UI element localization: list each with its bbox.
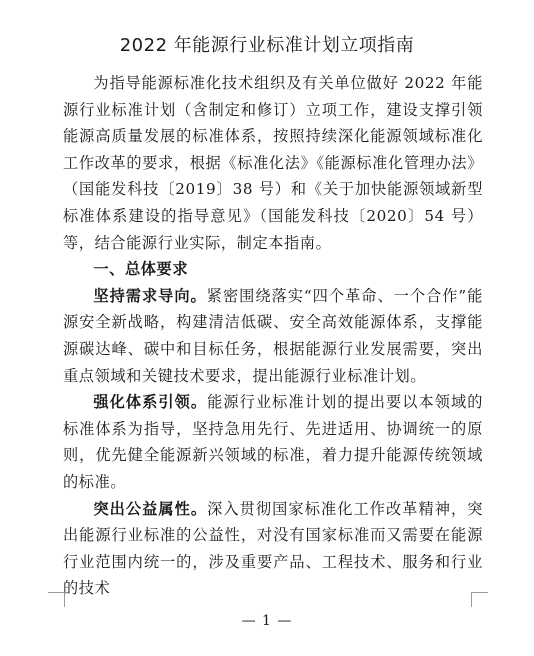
intro-paragraph: 为指导能源标准化技术组织及有关单位做好 2022 年能源行业标准计划（含制定和修订）立项工作，建设支撑引领能源高质量发展的标准体系，按照持续深化能源领域标准化工作改革的要求，根据《标准化法》《能源标准化管理办法》（国能发科技〔2019〕38 号）和《关于加快能源领域新型标准体系建设的指导意见》（国能发科技〔2020〕54 号）等，结合能源行业实际，制定本指南。: [63, 74, 483, 252]
requirement-lead: 坚持需求导向。: [93, 286, 207, 305]
requirement-lead: 强化体系引领。: [93, 393, 208, 412]
margin-corner-mark-left: [48, 592, 65, 607]
document-title: 2022 年能源行业标准计划立项指南: [119, 35, 415, 56]
requirement-paragraph-public: [63, 496, 483, 602]
requirement-text: 能源行业标准计划的提出要以本领域的标准体系为指导，坚持急用先行、先进适用、协调统一的原则，优先健全能源新兴领域的标准，着力提升能源传统领域的标准。: [63, 393, 484, 491]
document-body: [63, 70, 483, 602]
requirement-paragraph-demand: [63, 283, 483, 389]
requirement-text: 深入贯彻国家标准化工作改革精神，突出能源行业标准的公益性，对没有国家标准而又需要在能源行业范围内统一的，涉及重要产品、工程技术、服务和行业的技术: [63, 499, 484, 598]
requirement-paragraph-system: [63, 389, 483, 495]
section-heading-general-requirements: 一、总体要求: [93, 260, 189, 279]
page-number: — 1 —: [241, 613, 293, 629]
requirement-lead: 突出公益属性。: [93, 499, 208, 518]
requirement-text: 紧密围绕落实“四个革命、一个合作”能源安全新战略，构建清洁低碳、安全高效能源体系，支撑能源碳达峰、碳中和目标任务，根据能源行业发展需要，突出重点领域和关键技术要求，提出能源行业标准计划。: [63, 286, 483, 385]
margin-corner-mark-right: [471, 592, 488, 607]
